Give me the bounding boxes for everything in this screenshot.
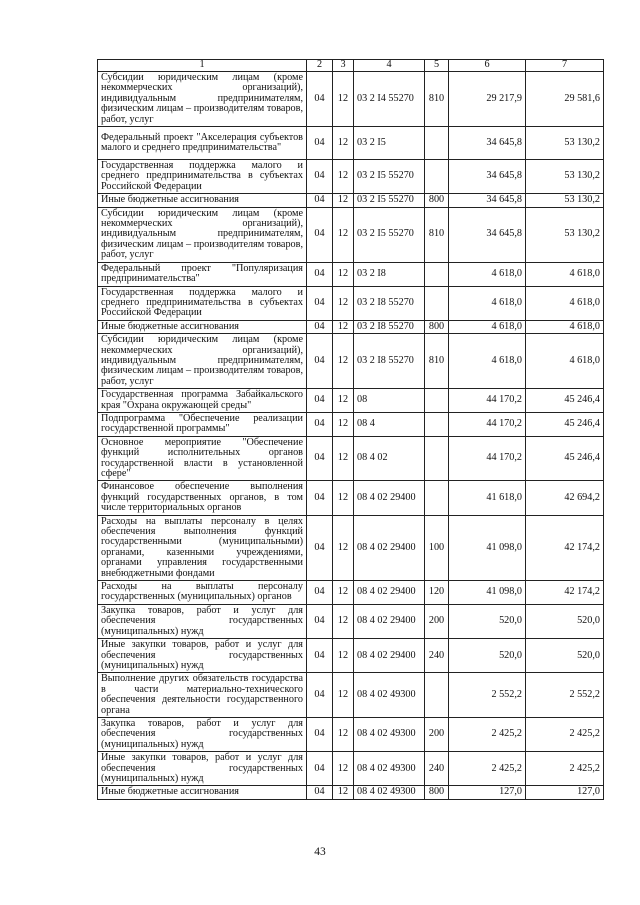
table-row [98, 604, 604, 638]
row-amount-col6: 44 170,2 [449, 436, 526, 481]
table-row [98, 194, 604, 207]
table-row [98, 639, 604, 673]
row-expense-type [425, 160, 449, 194]
row-section: 04 [307, 717, 333, 751]
header-col-1: 1 [98, 60, 307, 72]
row-subsection: 12 [333, 412, 354, 436]
row-expense-type: 120 [425, 581, 449, 605]
row-target-article: 03 2 I5 [354, 127, 425, 160]
row-target-article: 03 2 I5 55270 [354, 160, 425, 194]
row-subsection: 12 [333, 436, 354, 481]
row-expense-type: 800 [425, 786, 449, 799]
header-col-3: 3 [333, 60, 354, 72]
row-amount-col6: 34 645,8 [449, 207, 526, 262]
table-row [98, 127, 604, 160]
row-amount-col7: 4 618,0 [526, 286, 604, 320]
row-name: Иные бюджетные ассигнования [98, 786, 307, 799]
row-name: Государственная поддержка малого и среднего предпринимательства в субъектах Российской Федерации [98, 286, 307, 320]
row-name: Выполнение других обязательств государства в части материально-технического обеспечения деятельности государственного органа [98, 673, 307, 718]
row-section: 04 [307, 604, 333, 638]
row-expense-type: 800 [425, 320, 449, 333]
row-target-article: 08 4 02 [354, 436, 425, 481]
row-amount-col7: 45 246,4 [526, 412, 604, 436]
row-expense-type: 810 [425, 72, 449, 127]
row-amount-col6: 44 170,2 [449, 412, 526, 436]
document-page [97, 59, 603, 800]
row-target-article: 08 4 02 49300 [354, 786, 425, 799]
row-amount-col7: 53 130,2 [526, 194, 604, 207]
table-row [98, 436, 604, 481]
row-amount-col7: 2 425,2 [526, 717, 604, 751]
table-row [98, 717, 604, 751]
table-row [98, 752, 604, 786]
row-expense-type: 810 [425, 207, 449, 262]
table-row [98, 160, 604, 194]
row-target-article: 08 4 02 29400 [354, 581, 425, 605]
row-target-article: 08 4 02 49300 [354, 752, 425, 786]
row-name: Иные закупки товаров, работ и услуг для обеспечения государственных (муниципальных) нужд [98, 752, 307, 786]
row-name: Субсидии юридическим лицам (кроме некоммерческих организаций), индивидуальным предпринимателям, физическим лицам – производителям товаров, работ, услуг [98, 72, 307, 127]
row-section: 04 [307, 194, 333, 207]
row-section: 04 [307, 481, 333, 515]
row-section: 04 [307, 334, 333, 389]
row-subsection: 12 [333, 581, 354, 605]
row-subsection: 12 [333, 717, 354, 751]
table-row [98, 389, 604, 413]
row-amount-col7: 53 130,2 [526, 207, 604, 262]
row-expense-type [425, 481, 449, 515]
row-name: Расходы на выплаты персоналу в целях обеспечения выполнения функций государственными (муниципальными) органами, казенными учреждениями, органами управления государственными внебюджетными фондами [98, 515, 307, 580]
row-target-article: 03 2 I8 55270 [354, 286, 425, 320]
row-name: Финансовое обеспечение выполнения функций государственных органов, в том числе территориальных органов [98, 481, 307, 515]
row-amount-col7: 53 130,2 [526, 160, 604, 194]
header-col-7: 7 [526, 60, 604, 72]
row-amount-col7: 4 618,0 [526, 334, 604, 389]
row-name: Государственная программа Забайкальского края "Охрана окружающей среды" [98, 389, 307, 413]
row-target-article: 03 2 I8 [354, 262, 425, 286]
row-subsection: 12 [333, 72, 354, 127]
row-amount-col6: 4 618,0 [449, 320, 526, 333]
row-name: Основное мероприятие "Обеспечение функций исполнительных органов государственной власти в установленной сфере" [98, 436, 307, 481]
row-subsection: 12 [333, 320, 354, 333]
row-expense-type: 200 [425, 717, 449, 751]
row-section: 04 [307, 786, 333, 799]
row-name: Федеральный проект "Акселерация субъектов малого и среднего предпринимательства" [98, 127, 307, 160]
header-col-4: 4 [354, 60, 425, 72]
row-amount-col7: 4 618,0 [526, 262, 604, 286]
row-expense-type: 100 [425, 515, 449, 580]
row-amount-col6: 4 618,0 [449, 262, 526, 286]
row-target-article: 08 4 02 29400 [354, 604, 425, 638]
table-row [98, 72, 604, 127]
row-amount-col6: 41 098,0 [449, 581, 526, 605]
header-col-2: 2 [307, 60, 333, 72]
row-section: 04 [307, 72, 333, 127]
row-section: 04 [307, 412, 333, 436]
budget-table [97, 59, 604, 800]
row-expense-type: 240 [425, 752, 449, 786]
row-amount-col7: 45 246,4 [526, 389, 604, 413]
table-row [98, 673, 604, 718]
row-amount-col6: 29 217,9 [449, 72, 526, 127]
header-row [98, 60, 604, 72]
row-subsection: 12 [333, 389, 354, 413]
table-row [98, 515, 604, 580]
row-expense-type [425, 127, 449, 160]
row-subsection: 12 [333, 207, 354, 262]
row-subsection: 12 [333, 286, 354, 320]
row-amount-col7: 29 581,6 [526, 72, 604, 127]
row-expense-type: 240 [425, 639, 449, 673]
row-target-article: 03 2 I5 55270 [354, 207, 425, 262]
row-subsection: 12 [333, 639, 354, 673]
row-target-article: 03 2 I8 55270 [354, 334, 425, 389]
row-amount-col6: 520,0 [449, 604, 526, 638]
row-amount-col6: 2 425,2 [449, 752, 526, 786]
row-expense-type: 810 [425, 334, 449, 389]
table-row [98, 207, 604, 262]
row-amount-col6: 127,0 [449, 786, 526, 799]
row-name: Иные бюджетные ассигнования [98, 194, 307, 207]
row-name: Субсидии юридическим лицам (кроме некоммерческих организаций), индивидуальным предпринимателям, физическим лицам – производителям товаров, работ, услуг [98, 207, 307, 262]
row-amount-col6: 2 425,2 [449, 717, 526, 751]
row-amount-col7: 520,0 [526, 639, 604, 673]
row-target-article: 08 4 02 29400 [354, 639, 425, 673]
row-amount-col6: 34 645,8 [449, 160, 526, 194]
table-row [98, 481, 604, 515]
row-expense-type [425, 262, 449, 286]
row-amount-col6: 34 645,8 [449, 194, 526, 207]
row-amount-col6: 44 170,2 [449, 389, 526, 413]
row-amount-col7: 2 425,2 [526, 752, 604, 786]
header-col-5: 5 [425, 60, 449, 72]
row-subsection: 12 [333, 604, 354, 638]
row-name: Субсидии юридическим лицам (кроме некоммерческих организаций), индивидуальным предпринимателям, физическим лицам – производителям товаров, работ, услуг [98, 334, 307, 389]
row-section: 04 [307, 320, 333, 333]
row-amount-col7: 42 174,2 [526, 581, 604, 605]
table-row [98, 262, 604, 286]
row-section: 04 [307, 515, 333, 580]
row-section: 04 [307, 286, 333, 320]
row-amount-col6: 41 098,0 [449, 515, 526, 580]
row-amount-col6: 4 618,0 [449, 286, 526, 320]
row-target-article: 08 [354, 389, 425, 413]
header-col-6: 6 [449, 60, 526, 72]
row-section: 04 [307, 581, 333, 605]
row-target-article: 03 2 I5 55270 [354, 194, 425, 207]
row-subsection: 12 [333, 194, 354, 207]
row-amount-col6: 4 618,0 [449, 334, 526, 389]
row-amount-col7: 42 694,2 [526, 481, 604, 515]
row-amount-col7: 520,0 [526, 604, 604, 638]
row-target-article: 03 2 I8 55270 [354, 320, 425, 333]
row-target-article: 03 2 I4 55270 [354, 72, 425, 127]
row-amount-col7: 4 618,0 [526, 320, 604, 333]
row-subsection: 12 [333, 786, 354, 799]
row-section: 04 [307, 207, 333, 262]
row-amount-col6: 41 618,0 [449, 481, 526, 515]
row-subsection: 12 [333, 160, 354, 194]
row-subsection: 12 [333, 515, 354, 580]
row-section: 04 [307, 752, 333, 786]
row-expense-type [425, 286, 449, 320]
row-section: 04 [307, 436, 333, 481]
row-expense-type: 800 [425, 194, 449, 207]
row-subsection: 12 [333, 334, 354, 389]
row-amount-col6: 2 552,2 [449, 673, 526, 718]
table-row [98, 286, 604, 320]
row-name: Государственная поддержка малого и среднего предпринимательства в субъектах Российской Федерации [98, 160, 307, 194]
row-amount-col7: 42 174,2 [526, 515, 604, 580]
row-section: 04 [307, 262, 333, 286]
table-row [98, 334, 604, 389]
row-name: Закупка товаров, работ и услуг для обеспечения государственных (муниципальных) нужд [98, 604, 307, 638]
table-row [98, 581, 604, 605]
table-row [98, 412, 604, 436]
row-subsection: 12 [333, 673, 354, 718]
row-expense-type [425, 389, 449, 413]
row-target-article: 08 4 02 49300 [354, 717, 425, 751]
row-section: 04 [307, 127, 333, 160]
row-amount-col7: 53 130,2 [526, 127, 604, 160]
row-amount-col7: 45 246,4 [526, 436, 604, 481]
row-name: Иные бюджетные ассигнования [98, 320, 307, 333]
row-name: Федеральный проект "Популяризация предпринимательства" [98, 262, 307, 286]
row-subsection: 12 [333, 481, 354, 515]
row-target-article: 08 4 02 29400 [354, 515, 425, 580]
row-subsection: 12 [333, 752, 354, 786]
row-amount-col6: 520,0 [449, 639, 526, 673]
table-body [98, 72, 604, 800]
row-section: 04 [307, 673, 333, 718]
row-name: Иные закупки товаров, работ и услуг для обеспечения государственных (муниципальных) нужд [98, 639, 307, 673]
row-name: Закупка товаров, работ и услуг для обеспечения государственных (муниципальных) нужд [98, 717, 307, 751]
row-target-article: 08 4 02 29400 [354, 481, 425, 515]
row-name: Расходы на выплаты персоналу государственных (муниципальных) органов [98, 581, 307, 605]
row-target-article: 08 4 [354, 412, 425, 436]
table-row [98, 786, 604, 799]
table-row [98, 320, 604, 333]
row-amount-col6: 34 645,8 [449, 127, 526, 160]
row-section: 04 [307, 389, 333, 413]
row-expense-type [425, 436, 449, 481]
row-amount-col7: 127,0 [526, 786, 604, 799]
row-section: 04 [307, 639, 333, 673]
row-subsection: 12 [333, 127, 354, 160]
row-expense-type [425, 412, 449, 436]
row-amount-col7: 2 552,2 [526, 673, 604, 718]
page-number: 43 [314, 846, 326, 858]
row-name: Подпрограмма "Обеспечение реализации государственной программы" [98, 412, 307, 436]
row-expense-type [425, 673, 449, 718]
row-expense-type: 200 [425, 604, 449, 638]
row-section: 04 [307, 160, 333, 194]
row-subsection: 12 [333, 262, 354, 286]
row-target-article: 08 4 02 49300 [354, 673, 425, 718]
